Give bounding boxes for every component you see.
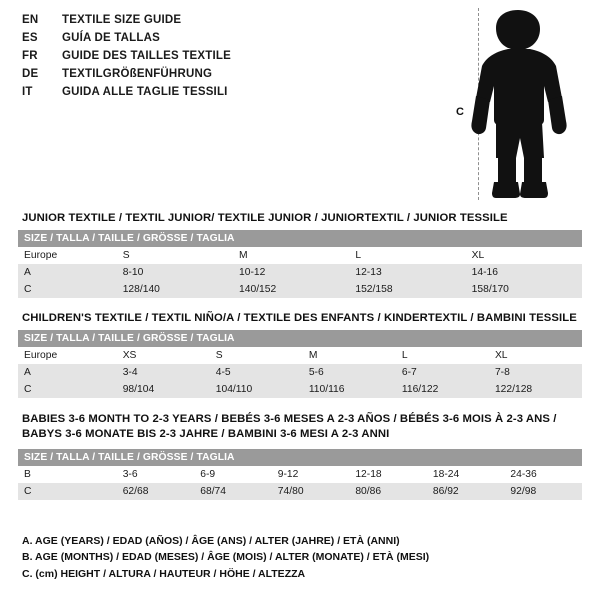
- junior-c-3: 158/170: [466, 281, 582, 298]
- table-row: [18, 449, 582, 466]
- junior-europe-0: S: [117, 247, 233, 264]
- language-text-de: TEXTILGRÖßENFÜHRUNG: [62, 68, 213, 80]
- children-europe-2: M: [303, 347, 396, 364]
- table-babies: [18, 449, 582, 500]
- junior-band-label: SIZE / TALLA / TAILLE / GRÖSSE / TAGLIA: [18, 230, 582, 247]
- table-row: [18, 247, 582, 264]
- babies-band-label: SIZE / TALLA / TAILLE / GRÖSSE / TAGLIA: [18, 449, 582, 466]
- toddler-silhouette-icon: [452, 8, 592, 204]
- junior-europe-3: XL: [466, 247, 582, 264]
- language-text-es: GUÍA DE TALLAS: [62, 32, 160, 44]
- height-measure-label: C: [456, 106, 464, 118]
- table-row: [18, 381, 582, 398]
- children-a-2: 5-6: [303, 364, 396, 381]
- babies-c-3: 80/86: [349, 483, 427, 500]
- junior-a-3: 14-16: [466, 264, 582, 281]
- babies-c-0: 62/68: [117, 483, 195, 500]
- section-title-babies-line1: BABIES 3-6 MONTH TO 2-3 YEARS / BEBÉS 3-6 MESES A 2-3 AÑOS / BÉBÉS 3-6 MOIS À 2-3 ANS /: [22, 413, 557, 425]
- children-c-1: 104/110: [210, 381, 303, 398]
- babies-row-label-c: C: [18, 483, 117, 500]
- junior-a-2: 12-13: [349, 264, 465, 281]
- section-babies: [18, 412, 582, 500]
- children-row-label-a: A: [18, 364, 117, 381]
- section-junior: [18, 212, 582, 298]
- children-a-1: 4-5: [210, 364, 303, 381]
- language-text-it: GUIDA ALLE TAGLIE TESSILI: [62, 86, 228, 98]
- language-text-fr: GUIDE DES TAILLES TEXTILE: [62, 50, 231, 62]
- babies-b-2: 9-12: [272, 466, 350, 483]
- junior-c-0: 128/140: [117, 281, 233, 298]
- language-row-it: [22, 86, 442, 104]
- babies-b-4: 18-24: [427, 466, 505, 483]
- children-c-2: 110/116: [303, 381, 396, 398]
- language-code-es: ES: [22, 32, 38, 44]
- legend: [22, 533, 562, 582]
- junior-c-2: 152/158: [349, 281, 465, 298]
- legend-item-c: C. (cm) HEIGHT / ALTURA / HAUTEUR / HÖHE / ALTEZZA: [22, 567, 306, 580]
- junior-row-label-c: C: [18, 281, 117, 298]
- junior-c-1: 140/152: [233, 281, 349, 298]
- language-code-de: DE: [22, 68, 39, 80]
- table-row: [18, 483, 582, 500]
- children-a-3: 6-7: [396, 364, 489, 381]
- babies-b-1: 6-9: [194, 466, 272, 483]
- junior-row-label-a: A: [18, 264, 117, 281]
- section-title-babies: [22, 412, 582, 443]
- children-europe-4: XL: [489, 347, 582, 364]
- section-title-junior: JUNIOR TEXTILE / TEXTIL JUNIOR/ TEXTILE JUNIOR / JUNIORTEXTIL / JUNIOR TESSILE: [22, 212, 508, 224]
- junior-europe-1: M: [233, 247, 349, 264]
- language-row-fr: [22, 50, 442, 68]
- babies-b-3: 12-18: [349, 466, 427, 483]
- section-title-babies-line2: BABYS 3-6 MONATE BIS 2-3 JAHRE / BAMBINI 3-6 MESI A 2-3 ANNI: [22, 428, 390, 441]
- babies-c-1: 68/74: [194, 483, 272, 500]
- language-code-fr: FR: [22, 50, 38, 62]
- children-europe-3: L: [396, 347, 489, 364]
- children-c-4: 122/128: [489, 381, 582, 398]
- table-row: [18, 281, 582, 298]
- language-row-en: [22, 14, 442, 32]
- babies-c-4: 86/92: [427, 483, 505, 500]
- language-row-de: [22, 68, 442, 86]
- section-children: [18, 312, 582, 398]
- table-row: [18, 364, 582, 381]
- section-title-children: CHILDREN'S TEXTILE / TEXTIL NIÑO/A / TEXTILE DES ENFANTS / KINDERTEXTIL / BAMBINI TESSILE: [22, 312, 577, 324]
- children-a-4: 7-8: [489, 364, 582, 381]
- children-c-3: 116/122: [396, 381, 489, 398]
- junior-europe-2: L: [349, 247, 465, 264]
- junior-a-0: 8-10: [117, 264, 233, 281]
- children-row-label-europe: Europe: [18, 347, 117, 364]
- table-row: [18, 466, 582, 483]
- babies-c-2: 74/80: [272, 483, 350, 500]
- table-row: [18, 347, 582, 364]
- children-band-label: SIZE / TALLA / TAILLE / GRÖSSE / TAGLIA: [18, 330, 582, 347]
- babies-b-5: 24-36: [504, 466, 582, 483]
- language-header: [22, 14, 442, 104]
- table-row: [18, 330, 582, 347]
- children-c-0: 98/104: [117, 381, 210, 398]
- table-row: [18, 230, 582, 247]
- legend-item-b: B. AGE (MONTHS) / EDAD (MESES) / ÂGE (MOIS) / ALTER (MONATE) / ETÀ (MESI): [22, 551, 430, 564]
- babies-row-label-b: B: [18, 466, 117, 483]
- language-code-it: IT: [22, 86, 33, 98]
- children-europe-0: XS: [117, 347, 210, 364]
- table-junior: [18, 230, 582, 298]
- language-text-en: TEXTILE SIZE GUIDE: [62, 14, 182, 26]
- junior-a-1: 10-12: [233, 264, 349, 281]
- junior-row-label-europe: Europe: [18, 247, 117, 264]
- size-tables: [18, 212, 582, 500]
- legend-item-a: A. AGE (YEARS) / EDAD (AÑOS) / ÂGE (ANS) / ALTER (JAHRE) / ETÀ (ANNI): [22, 535, 400, 547]
- table-row: [18, 264, 582, 281]
- children-row-label-c: C: [18, 381, 117, 398]
- language-code-en: EN: [22, 14, 39, 26]
- table-children: [18, 330, 582, 398]
- babies-c-5: 92/98: [504, 483, 582, 500]
- children-a-0: 3-4: [117, 364, 210, 381]
- children-europe-1: S: [210, 347, 303, 364]
- babies-b-0: 3-6: [117, 466, 195, 483]
- language-row-es: [22, 32, 442, 50]
